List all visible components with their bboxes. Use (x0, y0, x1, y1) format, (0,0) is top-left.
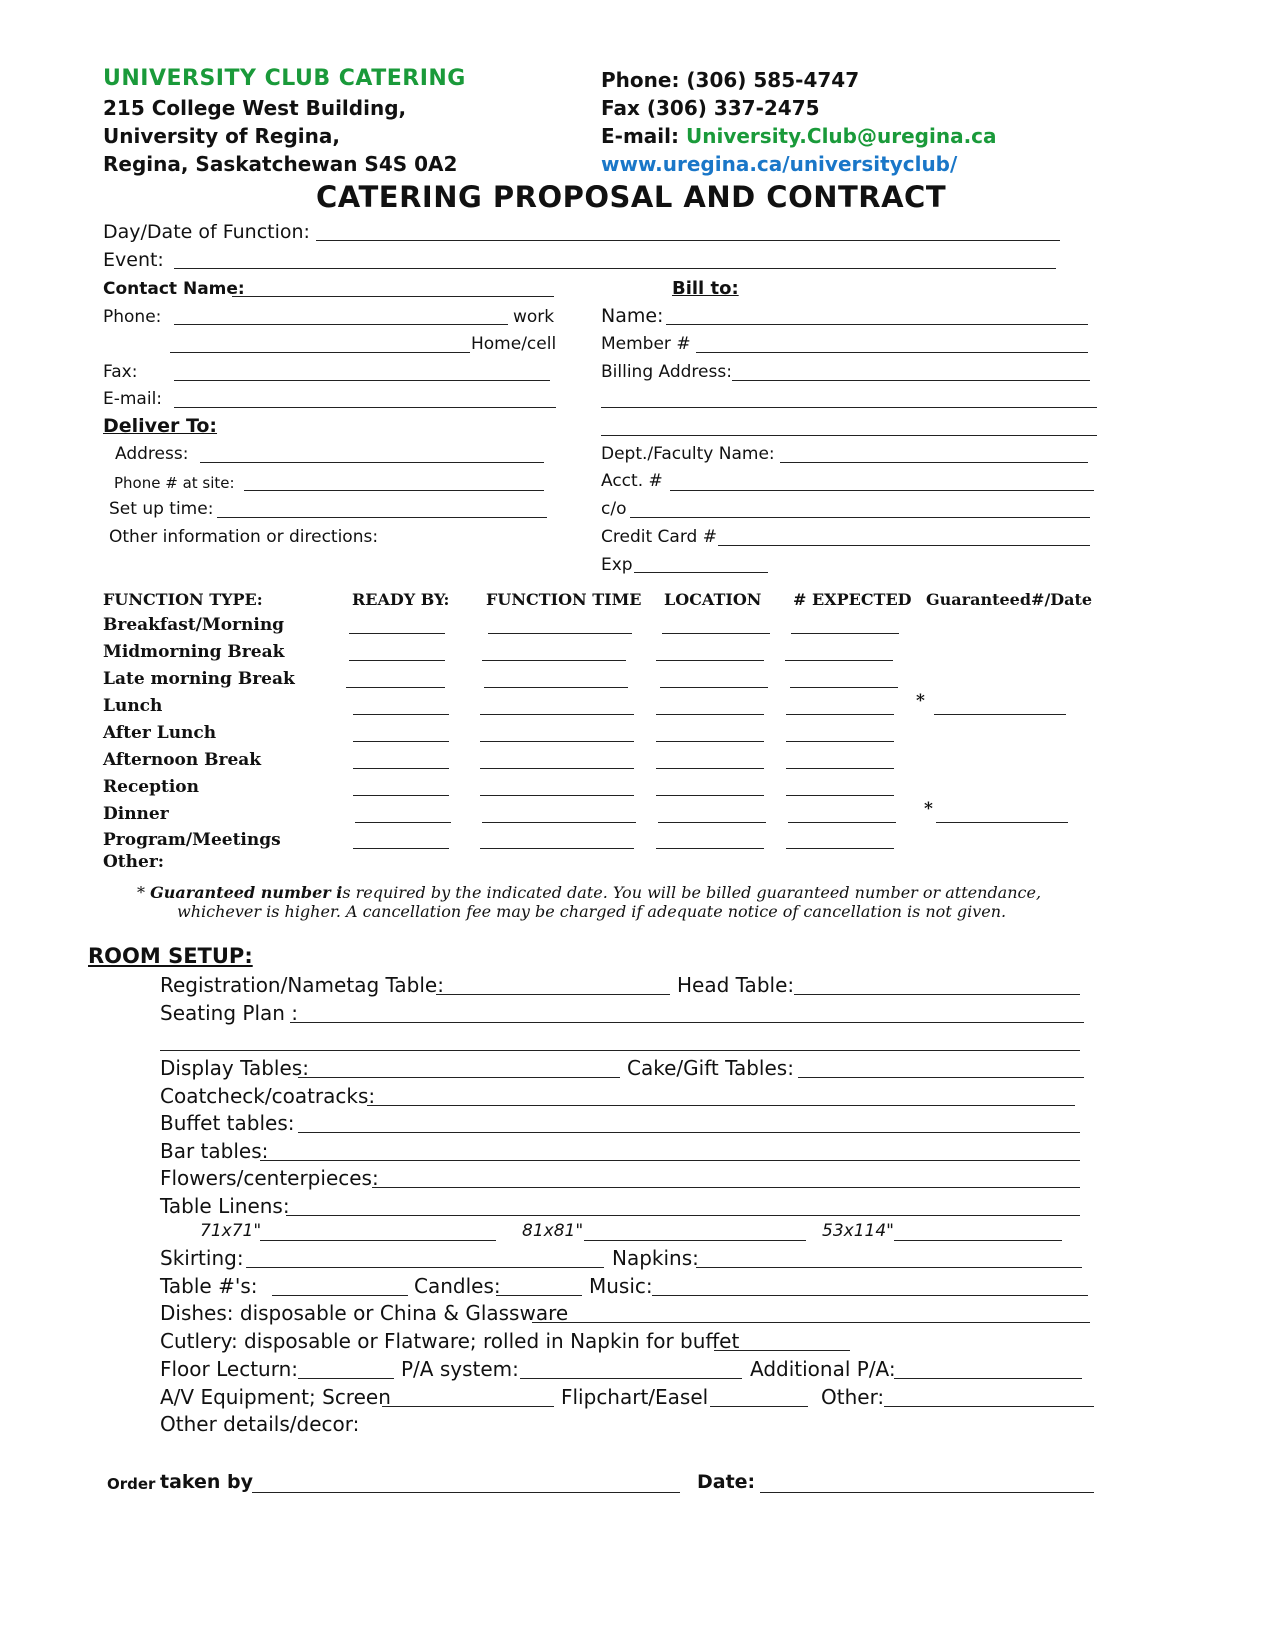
program-location-field[interactable] (656, 848, 764, 849)
candles-label: Candles: (414, 1274, 501, 1298)
skirting-field[interactable] (246, 1267, 604, 1268)
phone-number: Phone: (306) 585-4747 (601, 68, 860, 92)
size-71-field[interactable] (260, 1240, 496, 1241)
acct-field[interactable] (670, 490, 1094, 491)
cake-gift-label: Cake/Gift Tables: (627, 1056, 794, 1080)
head-table-label: Head Table: (677, 973, 795, 997)
additional-pa-field[interactable] (894, 1378, 1082, 1379)
row-after-lunch: After Lunch (103, 723, 217, 743)
late-morning-ready-field[interactable] (346, 687, 445, 688)
setup-time-field[interactable] (217, 517, 547, 518)
cutlery-label: Cutlery: disposable or Flatware; rolled in Napkin for buffet (160, 1329, 740, 1353)
av-label: A/V Equipment; Screen (160, 1385, 391, 1409)
dinner-location-field[interactable] (658, 822, 766, 823)
col-function-type: FUNCTION TYPE: (103, 590, 263, 609)
cutlery-field[interactable] (714, 1350, 850, 1351)
dinner-guaranteed-field[interactable] (936, 822, 1068, 823)
phone-site-label: Phone # at site: (114, 474, 235, 492)
late-morning-time-field[interactable] (484, 687, 628, 688)
contact-name-field[interactable] (232, 296, 554, 297)
org-name: UNIVERSITY CLUB CATERING (103, 66, 466, 91)
after-lunch-expected-field[interactable] (786, 741, 894, 742)
page-title: CATERING PROPOSAL AND CONTRACT (316, 180, 947, 214)
late-morning-location-field[interactable] (660, 687, 768, 688)
billing-address-label: Billing Address: (601, 362, 732, 382)
deliver-to-heading: Deliver To: (103, 415, 218, 437)
col-location: LOCATION (664, 590, 762, 609)
coatcheck-label: Coatcheck/coatracks: (160, 1084, 376, 1108)
floor-lectern-field[interactable] (298, 1378, 394, 1379)
buffet-label: Buffet tables: (160, 1111, 295, 1135)
date-label: Date: (697, 1471, 756, 1493)
other-field[interactable] (884, 1406, 1094, 1407)
day-date-field[interactable] (316, 240, 1060, 241)
exp-label: Exp (601, 555, 633, 575)
row-other: Other: (103, 852, 165, 872)
midmorning-expected-field[interactable] (785, 660, 893, 661)
credit-card-label: Credit Card # (601, 527, 717, 547)
breakfast-location-field[interactable] (662, 633, 770, 634)
flowers-field[interactable] (372, 1187, 1080, 1188)
napkins-field[interactable] (696, 1267, 1082, 1268)
work-label: work (513, 307, 555, 327)
email-link[interactable]: University.Club@uregina.ca (685, 124, 997, 148)
website-link[interactable]: www.uregina.ca/universityclub/ (601, 152, 958, 176)
row-midmorning: Midmorning Break (103, 642, 285, 662)
address-label: Address: (115, 444, 189, 464)
col-ready-by: READY BY: (352, 590, 450, 609)
afternoon-expected-field[interactable] (786, 768, 894, 769)
phone-work-field[interactable] (174, 324, 508, 325)
seating-plan-field-1[interactable] (290, 1022, 1084, 1023)
other-label: Other: (821, 1385, 885, 1409)
pa-system-label: P/A system: (401, 1357, 519, 1381)
bar-label: Bar tables: (160, 1139, 269, 1163)
reception-ready-field[interactable] (353, 795, 449, 796)
row-breakfast: Breakfast/Morning (103, 615, 285, 635)
table-nums-field[interactable] (272, 1295, 408, 1296)
display-tables-label: Display Tables: (160, 1056, 309, 1080)
afternoon-time-field[interactable] (480, 768, 634, 769)
address-line-1: 215 College West Building, (103, 96, 407, 120)
av-field[interactable] (382, 1406, 554, 1407)
fax-number: Fax (306) 337-2475 (601, 96, 820, 120)
dinner-ready-field[interactable] (355, 822, 451, 823)
co-field[interactable] (630, 517, 1090, 518)
size-53-label: 53x114" (822, 1221, 894, 1241)
flipchart-label: Flipchart/Easel (561, 1385, 709, 1409)
coatcheck-field[interactable] (367, 1105, 1075, 1106)
bill-name-label: Name: (601, 305, 664, 327)
skirting-label: Skirting: (160, 1246, 244, 1270)
midmorning-time-field[interactable] (482, 660, 626, 661)
breakfast-expected-field[interactable] (791, 633, 899, 634)
dishes-label: Dishes: disposable or China & Glassware (160, 1301, 569, 1325)
exp-field[interactable] (634, 572, 768, 573)
billing-address-field-2[interactable] (601, 407, 1097, 408)
additional-pa-label: Additional P/A: (750, 1357, 896, 1381)
event-label: Event: (103, 249, 164, 271)
phone-label: Phone: (103, 307, 162, 327)
address-field[interactable] (200, 462, 544, 463)
lunch-guaranteed-field[interactable] (934, 714, 1066, 715)
breakfast-ready-field[interactable] (349, 633, 445, 634)
registration-label: Registration/Nametag Table: (160, 973, 444, 997)
row-lunch: Lunch (103, 696, 163, 716)
dinner-asterisk: * (924, 799, 933, 819)
email-row (601, 124, 997, 148)
pa-system-field[interactable] (520, 1378, 742, 1379)
midmorning-location-field[interactable] (656, 660, 764, 661)
after-lunch-location-field[interactable] (656, 741, 764, 742)
guarantee-note-line1: * Guaranteed number is required by the indicated date. You will be billed guaranteed number or attendance, (137, 883, 1042, 902)
music-label: Music: (589, 1274, 653, 1298)
member-field[interactable] (696, 352, 1088, 353)
size-81-label: 81x81" (522, 1221, 584, 1241)
floor-lectern-label: Floor Lecturn: (160, 1357, 299, 1381)
program-expected-field[interactable] (786, 848, 894, 849)
row-afternoon-break: Afternoon Break (103, 750, 262, 770)
event-field[interactable] (174, 268, 1056, 269)
member-label: Member # (601, 334, 691, 354)
after-lunch-ready-field[interactable] (353, 741, 449, 742)
afternoon-ready-field[interactable] (353, 768, 449, 769)
reception-location-field[interactable] (656, 795, 764, 796)
fax-field[interactable] (174, 380, 550, 381)
music-field[interactable] (652, 1295, 1088, 1296)
seating-plan-label: Seating Plan : (160, 1001, 299, 1025)
dishes-field[interactable] (532, 1322, 1090, 1323)
display-tables-field[interactable] (298, 1077, 620, 1078)
col-expected: # EXPECTED (793, 590, 912, 609)
row-program: Program/Meetings (103, 830, 281, 850)
linens-label: Table Linens: (160, 1194, 290, 1218)
head-table-field[interactable] (794, 994, 1080, 995)
acct-label: Acct. # (601, 471, 663, 491)
guarantee-note-bold: Guaranteed number i (150, 883, 343, 902)
credit-card-field[interactable] (718, 545, 1090, 546)
row-reception: Reception (103, 777, 200, 797)
size-53-field[interactable] (894, 1240, 1062, 1241)
setup-time-label: Set up time: (109, 499, 214, 519)
table-nums-label: Table #'s: (160, 1274, 258, 1298)
bill-to-heading: Bill to: (672, 278, 739, 299)
program-ready-field[interactable] (353, 848, 449, 849)
billing-address-field-3[interactable] (601, 435, 1097, 436)
reception-expected-field[interactable] (786, 795, 894, 796)
email-field-label: E-mail: (103, 389, 163, 409)
lunch-time-field[interactable] (480, 714, 634, 715)
row-late-morning: Late morning Break (103, 669, 295, 689)
email-field[interactable] (174, 407, 556, 408)
fax-label: Fax: (103, 362, 138, 382)
breakfast-time-field[interactable] (488, 633, 632, 634)
flipchart-field[interactable] (710, 1406, 808, 1407)
email-label: E-mail: (601, 124, 680, 148)
after-lunch-time-field[interactable] (480, 741, 634, 742)
dinner-time-field[interactable] (482, 822, 636, 823)
other-details-label: Other details/decor: (160, 1412, 360, 1436)
lunch-location-field[interactable] (656, 714, 764, 715)
billing-address-field-1[interactable] (732, 380, 1090, 381)
day-date-label: Day/Date of Function: (103, 221, 310, 243)
order-label: Order (107, 1475, 156, 1493)
room-setup-heading: ROOM SETUP: (88, 944, 253, 968)
lunch-expected-field[interactable] (786, 714, 894, 715)
dinner-expected-field[interactable] (788, 822, 896, 823)
lunch-asterisk: * (916, 691, 925, 711)
address-line-2: University of Regina, (103, 124, 340, 148)
contact-name-label: Contact Name: (103, 279, 245, 299)
seating-plan-field-2[interactable] (160, 1050, 1080, 1051)
dept-field[interactable] (780, 462, 1088, 463)
co-label: c/o (601, 499, 627, 519)
lunch-ready-field[interactable] (353, 714, 449, 715)
candles-field[interactable] (496, 1295, 582, 1296)
registration-field[interactable] (436, 994, 670, 995)
midmorning-ready-field[interactable] (349, 660, 445, 661)
bill-name-field[interactable] (666, 324, 1088, 325)
phone-site-field[interactable] (244, 490, 544, 491)
afternoon-location-field[interactable] (656, 768, 764, 769)
guarantee-note-rest: s required by the indicated date. You will be billed guaranteed number or attendance, (342, 883, 1042, 902)
buffet-field[interactable] (298, 1132, 1080, 1133)
linens-field[interactable] (286, 1215, 1080, 1216)
cake-gift-field[interactable] (798, 1077, 1084, 1078)
program-time-field[interactable] (480, 848, 634, 849)
taken-by-field[interactable] (252, 1492, 680, 1493)
late-morning-expected-field[interactable] (790, 687, 898, 688)
bar-field[interactable] (260, 1160, 1080, 1161)
reception-time-field[interactable] (480, 795, 634, 796)
flowers-label: Flowers/centerpieces: (160, 1166, 379, 1190)
home-cell-label: Home/cell (471, 334, 557, 354)
guarantee-note-line2: whichever is higher. A cancellation fee may be charged if adequate notice of cancellation is not given. (177, 902, 1007, 921)
address-line-3: Regina, Saskatchewan S4S 0A2 (103, 152, 458, 176)
size-71-label: 71x71" (200, 1221, 262, 1241)
size-81-field[interactable] (584, 1240, 806, 1241)
row-dinner: Dinner (103, 804, 169, 824)
col-guaranteed: Guaranteed#/Date (926, 590, 1093, 609)
phone-home-field[interactable] (170, 352, 470, 353)
napkins-label: Napkins: (612, 1246, 699, 1270)
col-function-time: FUNCTION TIME (486, 590, 642, 609)
other-info-label: Other information or directions: (109, 527, 379, 547)
date-field[interactable] (760, 1492, 1094, 1493)
dept-label: Dept./Faculty Name: (601, 444, 775, 464)
taken-by-label: taken by (160, 1471, 254, 1493)
